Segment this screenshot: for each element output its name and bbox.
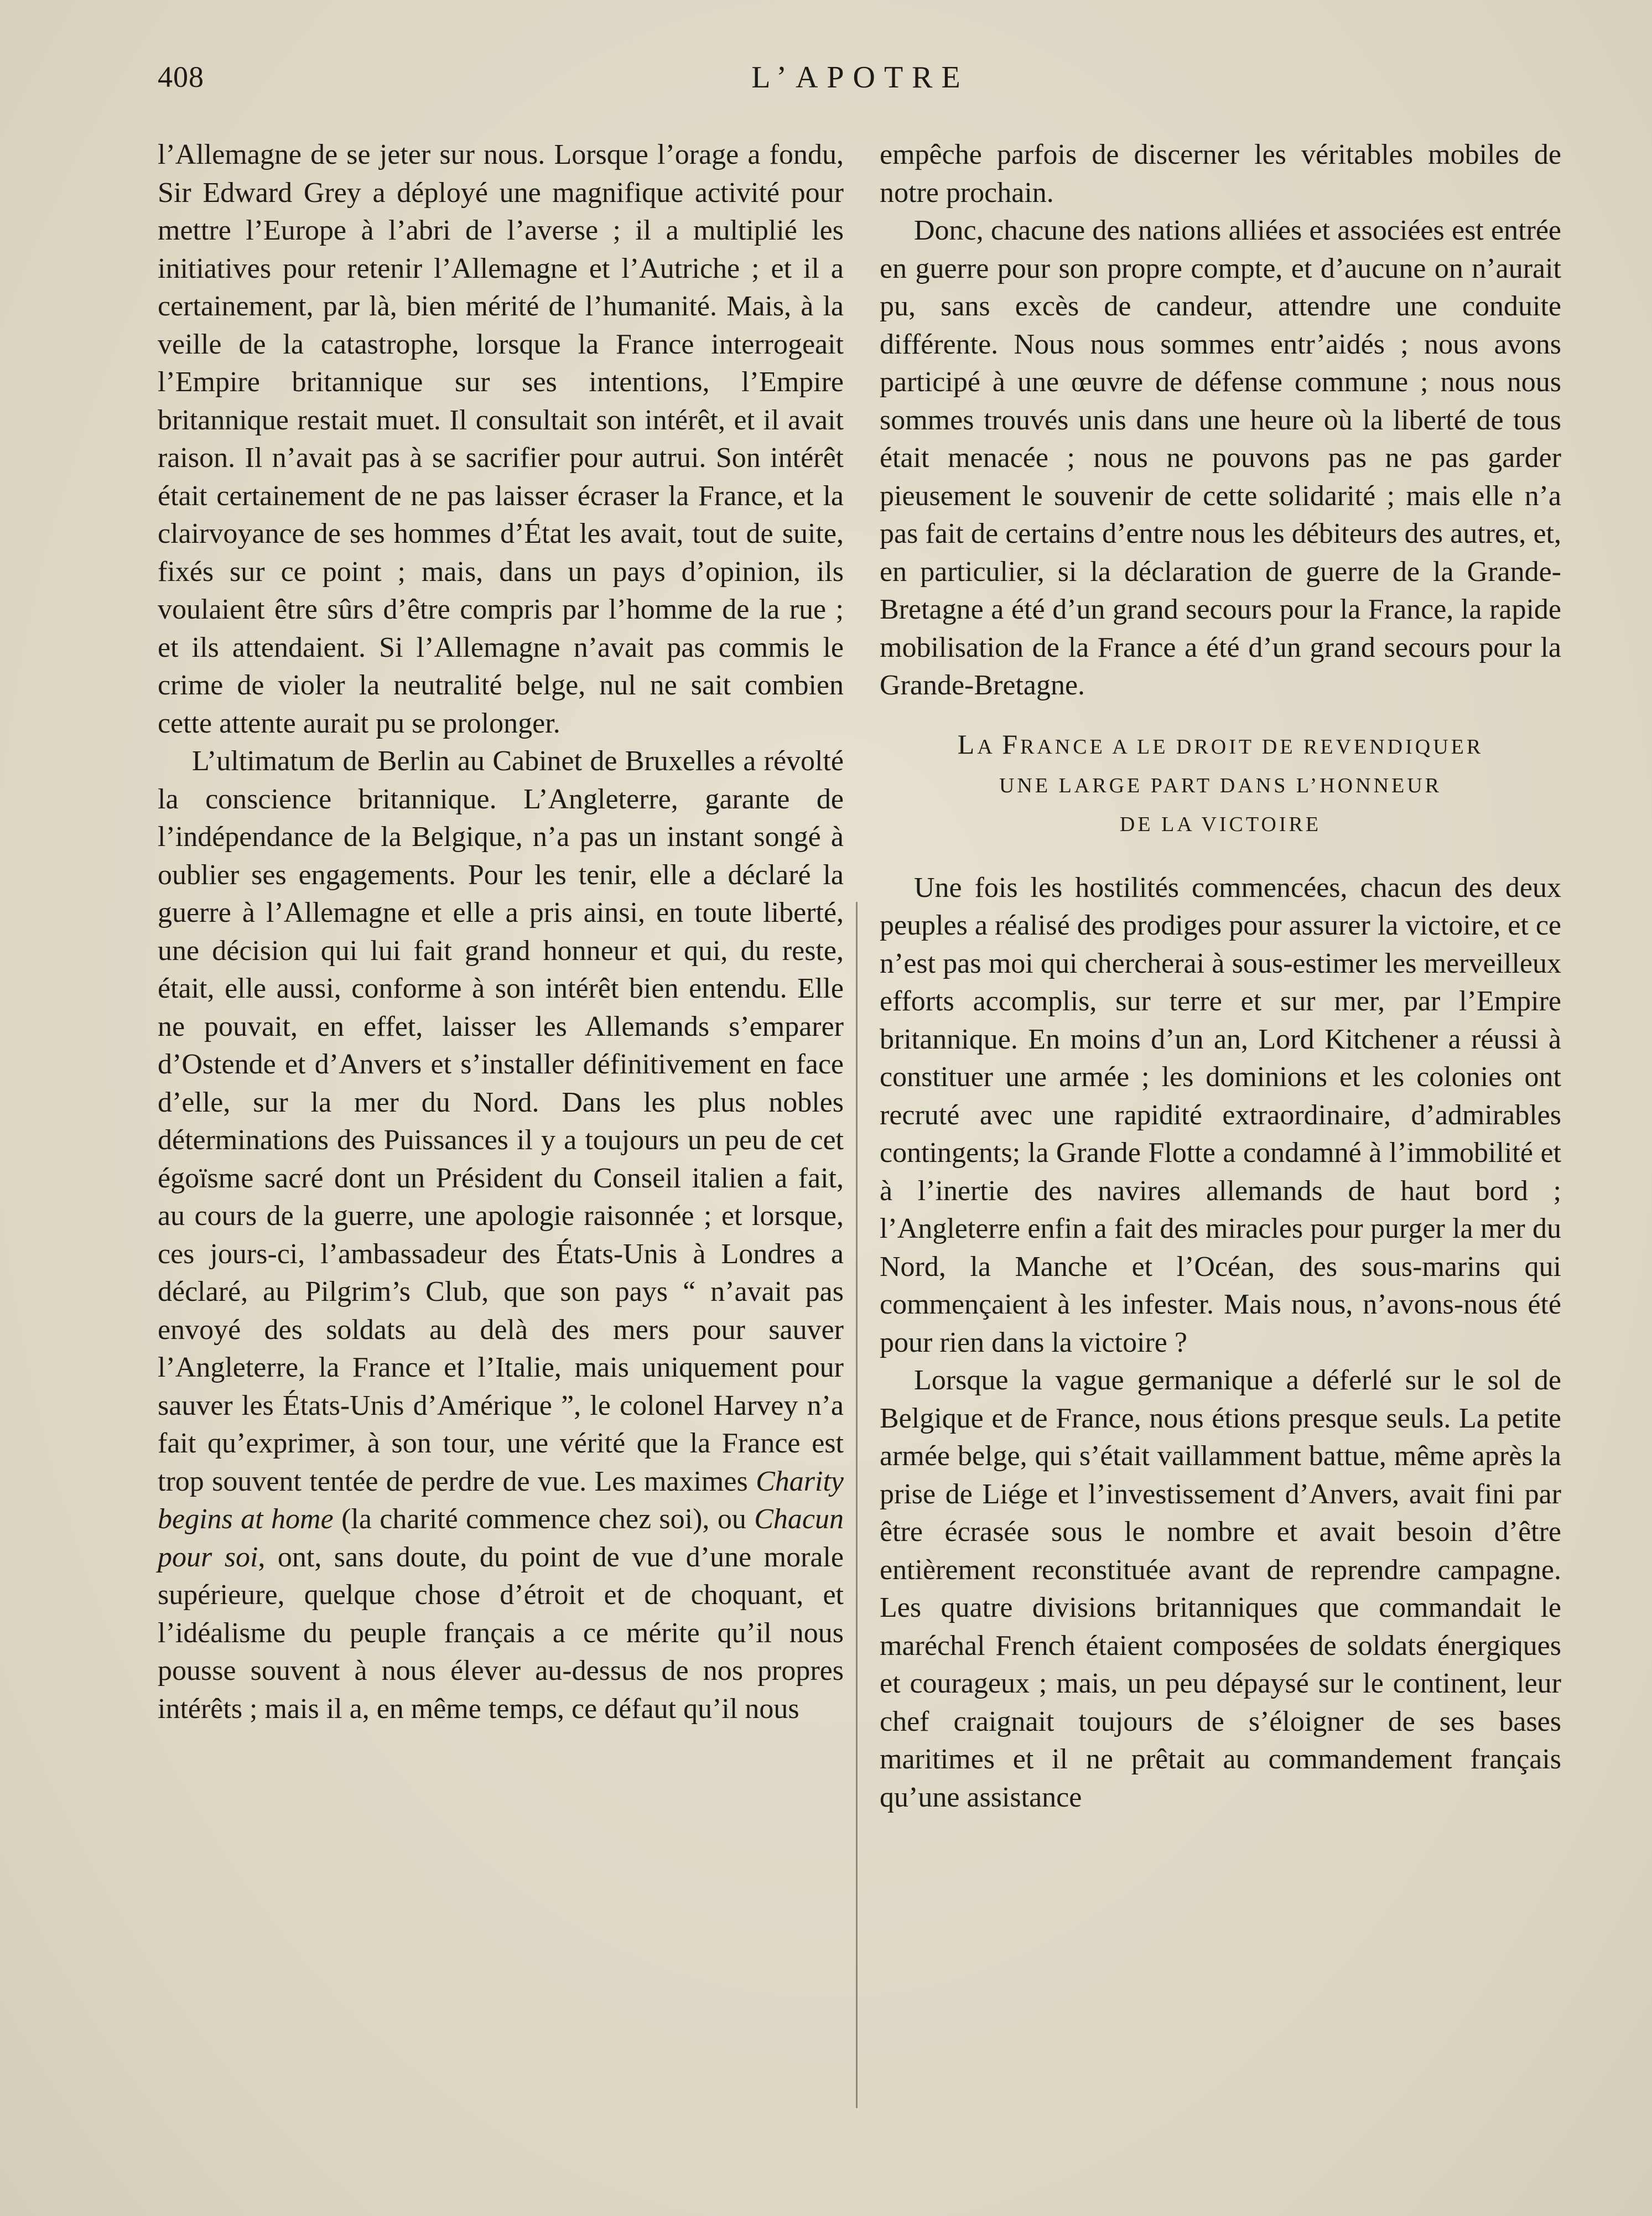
left-paragraph-1: l’Allemagne de se jeter sur nous. Lorsque l’orage a fondu, Sir Edward Grey a déployé une magnifique activité pour mettre l’Europe à l’abri de l’averse ; il a multiplié les initiatives pour retenir l’Allemagne et l’Autriche ; et il a certainement, par là, bien mérité de l’humanité. Mais, à la veille de la catastrophe, lorsque la France interrogeait l’Empire britannique sur ses intentions, l’Empire britannique restait muet. Il consultait son intérêt, et il avait raison. Il n’avait pas à se sacrifier pour autrui. Son intérêt était certainement de ne pas laisser écraser la France, et la clairvoyance de ses hommes d’État les avait, tout de suite, fixés sur ce point ; mais, dans un pays d’opinion, ils voulaient être sûrs d’être compris par l’homme de la rue ; et ils attendaient. Si l’Allemagne n’avait pas commis le crime de violer la neutralité belge, nul ne sait combien cette attente aurait pu se prolonger. (158, 139, 844, 739)
right-paragraph-3: Une fois les hostilités commencées, chacun des deux peuples a réalisé des prodiges pour assurer la victoire, et ce n’est pas moi qui chercherai à sous-estimer les merveilleux efforts accomplis, sur terre et sur mer, par l’Empire britannique. En moins d’un an, Lord Kitchener a réussi à constituer une armée ; les dominions et les colonies ont recruté avec une rapidité extraordinaire, d’admirables contingents; la Grande Flotte a condamné à l’immobilité et à l’inertie des navires allemands de haut bord ; l’Angleterre enfin a fait des miracles pour purger la mer du Nord, la Manche et l’Océan, des sous-marins qui commençaient à les infester. Mais nous, n’avons-nous été pour rien dans la victoire ? (880, 871, 1561, 1358)
left-column (158, 136, 844, 1728)
left-paragraph-2 (158, 743, 844, 1728)
right-paragraph-4: Lorsque la vague germanique a déferlé sur le sol de Belgique et de France, nous étions presque seuls. La petite armée belge, qui s’était vaillamment battue, même après la prise de Liége et l’investissement d’Anvers, avait fini par être écrasée sous le nombre et avait besoin d’être entièrement reconstituée avant de reprendre campagne. Les quatre divisions britanniques que commandait le maréchal French étaient composées de soldats énergiques et courageux ; mais, un peu dépaysé sur le continent, leur chef craignait toujours de s’éloigner de ses bases maritimes et il ne prêtait au commandement français qu’une assistance (880, 1364, 1561, 1813)
left-paragraph-2-text-a: L’ultimatum de Berlin au Cabinet de Bruxelles a révolté la conscience britannique. L’Angleterre, garante de l’indépendance de la Belgique, n’a pas un instant songé à oublier ses engagements. Pour les tenir, elle a déclaré la guerre à l’Allemagne et elle a pris ainsi, en toute liberté, une décision qui lui fait grand honneur et qui, du reste, était, elle aussi, conforme à son intérêt bien entendu. Elle ne pouvait, en effet, laisser les Allemands s’emparer d’Ostende et d’Anvers et s’installer définitivement en face d’elle, sur la mer du Nord. Dans les plus nobles déterminations des Puissances il y a toujours un peu de cet égoïsme sacré dont un Président du Conseil italien a fait, au cours de la guerre, une apologie raisonnée ; et lorsque, ces jours-ci, l’ambassadeur des États-Unis à Londres a déclaré, au Pilgrim’s Club, que son pays “ n’avait pas envoyé des soldats au delà des mers pour sauver l’Angleterre, la France et l’Italie, mais uniquement pour sauver les États-Unis d’Amérique ”, le colonel Harvey n’a fait qu’exprimer, à son tour, une vérité que la France est trop souvent tentée de perdre de vue. Les maximes (158, 745, 844, 1497)
column-rule (856, 902, 858, 2108)
section-heading-line-1 (880, 725, 1561, 766)
section-heading (880, 725, 1561, 844)
page-number: 408 (158, 60, 204, 94)
running-title: L’APOTRE (751, 60, 969, 95)
right-paragraph-2: Donc, chacune des nations alliées et associées est entrée en guerre pour son propre compte, et d’aucune on n’aurait pu, sans excès de candeur, attendre une conduite différente. Nous nous sommes entr’aidés ; nous avons participé à une œuvre de défense commune ; nous nous sommes trouvés unis dans une heure où la liberté de tous était menacée ; nous ne pouvons pas ne pas garder pieusement le souvenir de cette solidarité ; mais elle n’a pas fait de certains d’entre nous les débiteurs des autres, et, en particulier, si la déclaration de guerre de la Grande-Bretagne a été d’un grand secours pour la France, la rapide mobilisation de la France a été d’un grand secours pour la Grande-Bretagne. (880, 215, 1561, 701)
left-paragraph-2-text-c: , ont, sans doute, du point de vue d’une morale supérieure, quelque chose d’étroit et de choquant, et l’idéalisme du peuple français a ce mérite qu’il nous pousse souvent à nous élever au-dessus de nos propres intérêts ; mais il a, en même temps, ce défaut qu’il nous (158, 1541, 844, 1725)
heading-word-a: A (977, 735, 1002, 759)
right-paragraph-1: empêche parfois de discerner les véritables mobiles de notre prochain. (880, 139, 1561, 209)
running-header (158, 60, 1563, 104)
left-paragraph-2-italic-2: Chacun pour soi (158, 1503, 844, 1573)
heading-line-1-rest: RANCE A LE DROIT DE REVENDIQUER (1020, 735, 1484, 759)
heading-initial-l: L (957, 728, 978, 760)
left-paragraph-2-italic-1: Charity begins at home (158, 1465, 844, 1535)
heading-initial-f: F (1002, 728, 1020, 760)
right-column (880, 136, 1561, 1817)
left-paragraph-2-text-b: (la charité commence chez soi), ou (341, 1503, 746, 1535)
section-heading-line-3: DE LA VICTOIRE (1119, 812, 1322, 836)
section-heading-line-2: UNE LARGE PART DANS L’HONNEUR (999, 774, 1442, 797)
